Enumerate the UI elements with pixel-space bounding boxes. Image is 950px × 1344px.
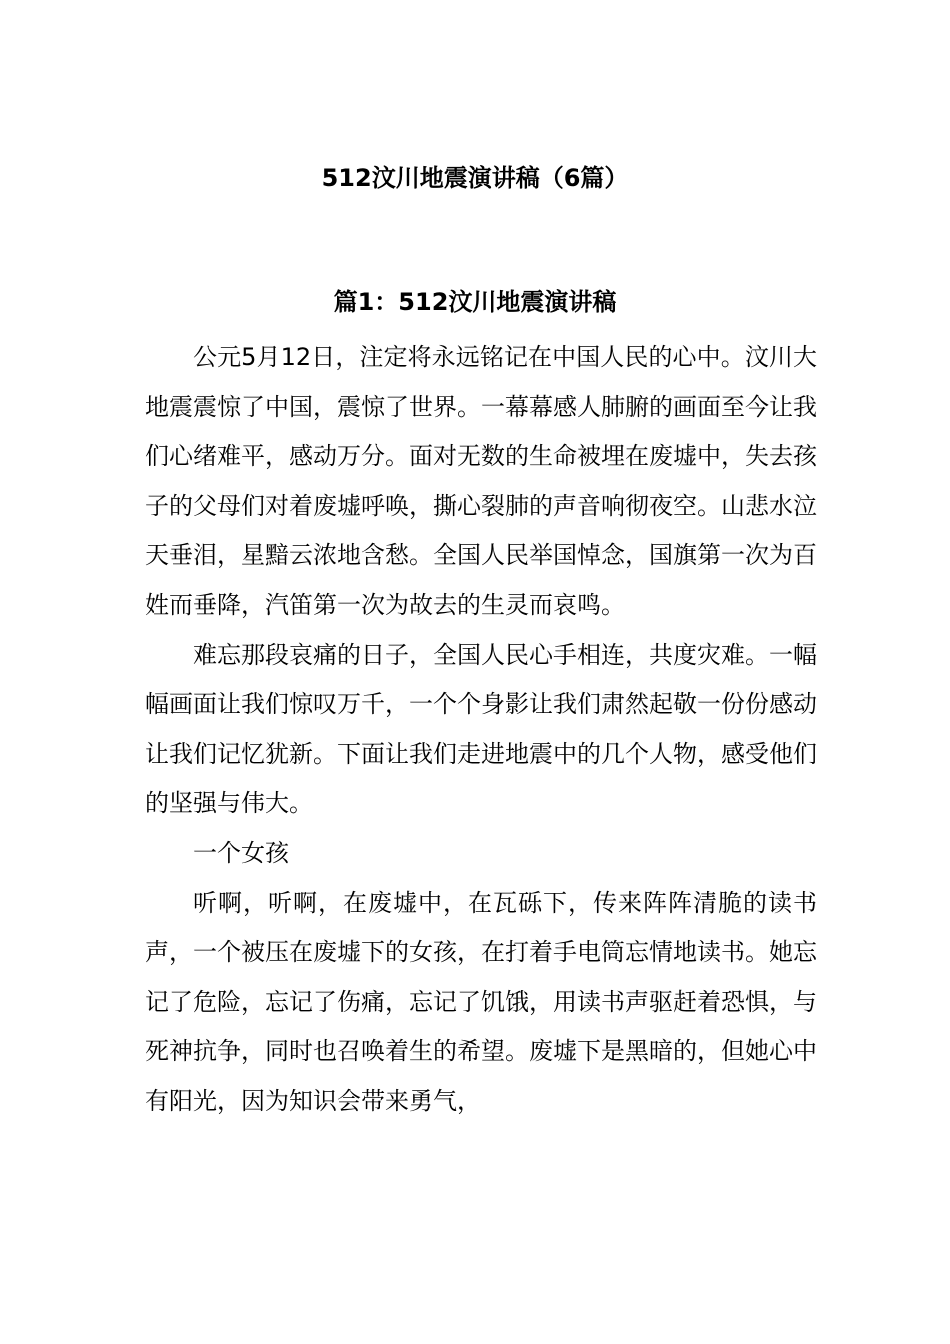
paragraph: 公元5月12日，注定将永远铭记在中国人民的心中。汶川大地震震惊了中国，震惊了世界。一幕幕感人肺腑的画面至今让我们心绪难平，感动万分。面对无数的生命被埋在废墟中，失去孩子的父母们对着废墟呼唤，撕心裂肺的声音响彻夜空。山悲水泣天垂泪，星黯云浓地含愁。全国人民举国悼念，国旗第一次为百姓而垂降，汽笛第一次为故去的生灵而哀鸣。 [145, 343, 817, 619]
body-text [145, 333, 817, 1127]
paragraph: 听啊，听啊，在废墟中，在瓦砾下，传来阵阵清脆的读书声，一个被压在废墟下的女孩，在打着手电筒忘情地读书。她忘记了危险，忘记了伤痛，忘记了饥饿，用读书声驱赶着恐惧，与死神抗争，同时也召唤着生的希望。废墟下是黑暗的，但她心中有阳光，因为知识会带来勇气， [145, 888, 817, 1115]
paragraph-subheading: 一个女孩 [193, 838, 289, 867]
section-heading: 篇1：512汶川地震演讲稿 [333, 288, 617, 316]
paragraph: 难忘那段哀痛的日子，全国人民心手相连，共度灾难。一幅幅画面让我们惊叹万千，一个个身影让我们肃然起敬一份份感动让我们记忆犹新。下面让我们走进地震中的几个人物，感受他们的坚强与伟大。 [145, 640, 817, 818]
document-title: 512汶川地震演讲稿（6篇） [321, 164, 629, 192]
